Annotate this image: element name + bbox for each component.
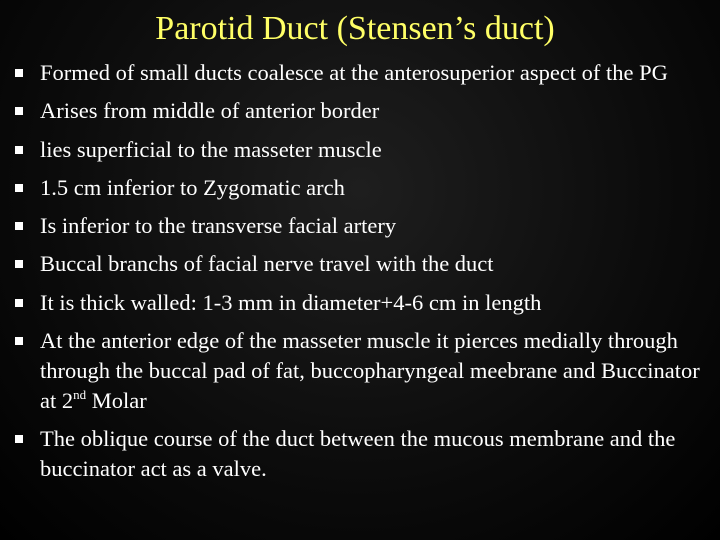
- square-bullet-icon: [15, 107, 23, 115]
- bullet-text: Buccal branchs of facial nerve travel with the duct: [40, 251, 494, 277]
- bullet-item: [14, 135, 704, 165]
- square-bullet-icon: [15, 222, 23, 230]
- bullet-item: [14, 211, 704, 241]
- square-bullet-icon: [15, 146, 23, 154]
- bullet-text: The oblique course of the duct between the mucous membrane and the buccinator act as a valve.: [40, 426, 676, 482]
- bullet-item: [14, 288, 704, 318]
- bullet-item: [14, 96, 704, 126]
- bullet-text: Formed of small ducts coalesce at the anterosuperior aspect of the PG: [40, 60, 668, 85]
- bullet-text: Arises from middle of anterior border: [40, 98, 380, 124]
- bullet-item: [14, 326, 704, 416]
- bullet-item: [14, 58, 704, 88]
- bullet-text: It is thick walled: 1-3 mm in diameter+4-6 cm in length: [40, 289, 542, 315]
- bullet-text: 1.5 cm inferior to Zygomatic arch: [40, 174, 345, 200]
- bullet-text-suffix: Molar: [86, 388, 147, 414]
- square-bullet-icon: [15, 184, 23, 192]
- bullet-superscript: nd: [73, 387, 87, 403]
- square-bullet-icon: [15, 260, 23, 268]
- square-bullet-icon: [15, 299, 23, 307]
- bullet-text: lies superficial to the masseter muscle: [40, 136, 382, 162]
- bullet-item: [14, 424, 704, 484]
- square-bullet-icon: [15, 435, 23, 443]
- bullet-item: [14, 249, 704, 279]
- bullet-text: At the anterior edge of the masseter muscle it pierces medially through through the buccal pad of fat, buccopharyngeal meebrane and Buccinator at 2: [40, 328, 700, 414]
- square-bullet-icon: [15, 337, 23, 345]
- slide-title: Parotid Duct (Stensen’s duct): [155, 10, 555, 47]
- bullet-item: [14, 173, 704, 203]
- bullet-text: Is inferior to the transverse facial artery: [40, 213, 397, 239]
- bullet-list: [14, 58, 704, 493]
- square-bullet-icon: [15, 69, 23, 77]
